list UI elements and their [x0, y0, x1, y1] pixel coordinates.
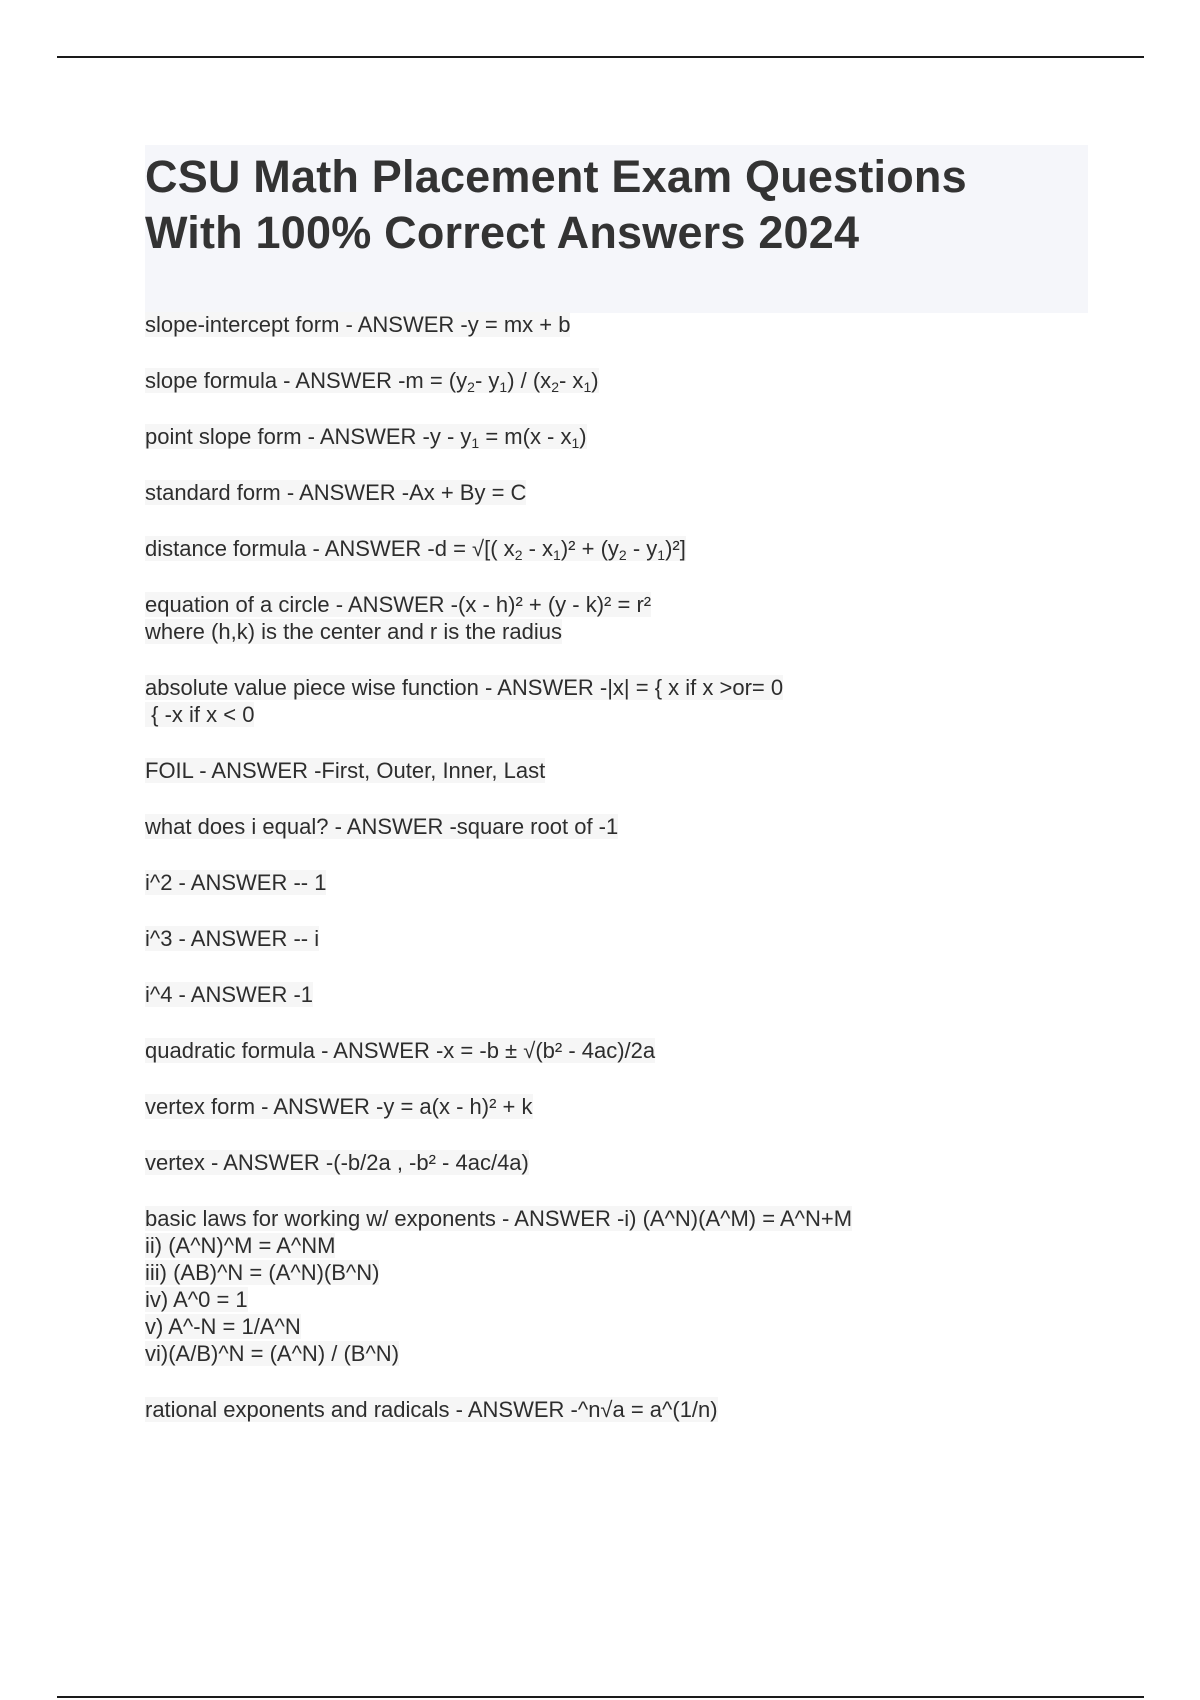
title-line-2: With 100% Correct Answers 2024 [145, 207, 860, 258]
qa-item: quadratic formula - ANSWER -x = -b ± √(b² - 4ac)/2a [145, 1038, 656, 1063]
top-rule [57, 56, 1144, 58]
qa-item: basic laws for working w/ exponents - ANSWER -i) (A^N)(A^M) = A^N+M ii) (A^N)^M = A^NM iii) (AB)^N = (A^N)(B^N) iv) A^0 = 1 v) A^-N = 1/A^N vi)(A/B)^N = (A^N) / (B^N) [145, 1206, 853, 1366]
qa-item: equation of a circle - ANSWER -(x - h)² + (y - k)² = r² where (h,k) is the center and r is the radius [145, 592, 652, 644]
document-title [145, 149, 1088, 261]
qa-item: point slope form - ANSWER $-y - y_1 = m(x - x_1)$ [145, 424, 587, 451]
qa-item: FOIL - ANSWER -First, Outer, Inner, Last [145, 758, 546, 783]
title-block [145, 145, 1088, 313]
qa-item: rational exponents and radicals - ANSWER -^n√a = a^(1/n) [145, 1397, 718, 1422]
bottom-rule [57, 1696, 1144, 1698]
qa-item: vertex - ANSWER -(-b/2a , -b² - 4ac/4a) [145, 1150, 529, 1175]
qa-item: distance formula - ANSWER -d = √[( $x_2 - x_1)^2 + (y_2 - y_1)^2$] [145, 536, 686, 563]
qa-item: what does i equal? - ANSWER -square root of -1 [145, 814, 619, 839]
qa-item: i^3 - ANSWER -- i [145, 926, 320, 951]
qa-item: i^4 - ANSWER -1 [145, 982, 314, 1007]
qa-item: absolute value piece wise function - ANSWER -|x| = { x if x >or= 0 { -x if x < 0 [145, 675, 784, 727]
qa-item: slope formula - ANSWER $-m = (y_2-$ $y_1) / (x_2-$ $x_1$) [145, 368, 599, 395]
qa-item: slope-intercept form - ANSWER -y = mx + b [145, 312, 571, 337]
qa-item: vertex form - ANSWER -y = a(x - h)² + k [145, 1094, 533, 1119]
qa-item: standard form - ANSWER -Ax + By = C [145, 480, 527, 505]
title-line-1: CSU Math Placement Exam Questions [145, 151, 967, 202]
qa-list [145, 311, 1045, 1452]
qa-item: i^2 - ANSWER -- 1 [145, 870, 327, 895]
